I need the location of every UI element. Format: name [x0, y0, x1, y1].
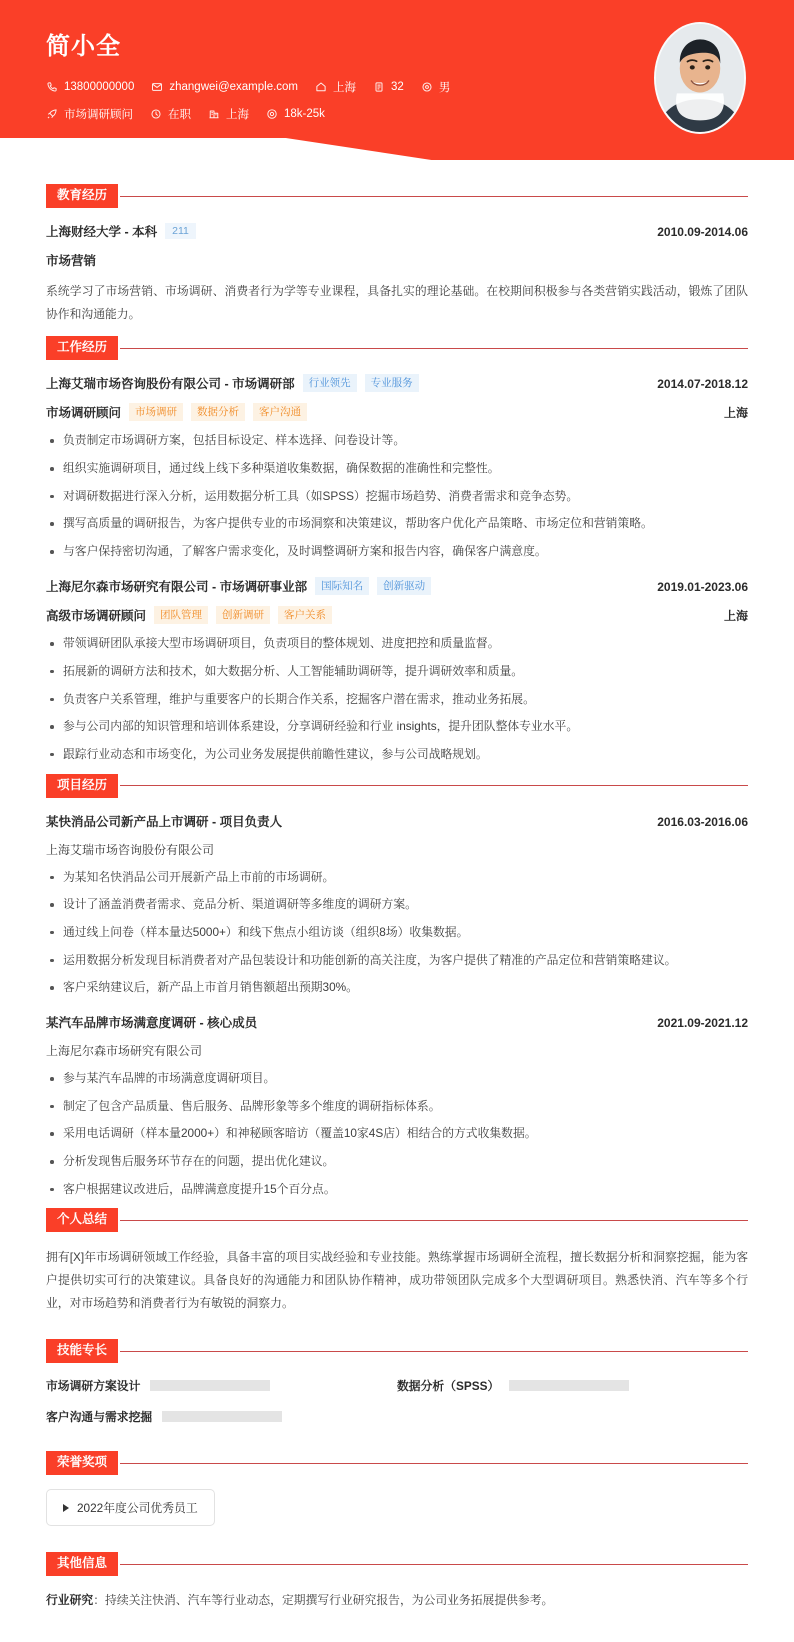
list-item: 与客户保持密切沟通，了解客户需求变化，及时调整调研方案和报告内容，确保客户满意度。 — [46, 543, 748, 561]
skill-item — [397, 1377, 748, 1394]
other-separator: ： — [93, 1593, 106, 1608]
section-header-work — [46, 336, 748, 360]
list-item: 运用数据分析发现目标消费者对产品包装设计和功能创新的高关注度，为客户提供了精准的产品定位和营销策略建议。 — [46, 952, 748, 970]
skill-label: 市场调研方案设计 — [46, 1379, 141, 1394]
rocket-icon — [46, 108, 58, 120]
section-divider — [120, 196, 748, 197]
contact-row-2 — [46, 106, 748, 122]
list-item: 客户根据建议改进后，品牌满意度提升15个百分点。 — [46, 1181, 748, 1199]
home-icon — [315, 81, 327, 93]
skill-progress-track — [162, 1411, 282, 1422]
work-entry-header — [46, 577, 748, 595]
project-entry — [46, 812, 748, 997]
work-company-tag: 行业领先 — [303, 374, 357, 392]
other-text: 持续关注快消、汽车等行业动态，定期撰写行业研究报告，为公司业务拓展提供参考。 — [105, 1593, 554, 1608]
list-item: 组织实施调研项目，通过线上线下多种渠道收集数据，确保数据的准确性和完整性。 — [46, 460, 748, 478]
contact-phone-text: 13800000000 — [64, 81, 135, 93]
work-date: 2019.01-2023.06 — [657, 579, 748, 594]
project-entry-left — [46, 812, 282, 830]
work-role-left — [46, 403, 307, 421]
age-icon — [373, 81, 385, 93]
list-item: 拓展新的调研方法和技术，如大数据分析、人工智能辅助调研等，提升调研效率和质量。 — [46, 663, 748, 681]
contact-salary — [266, 108, 325, 120]
honors-list — [46, 1489, 748, 1526]
education-entry — [46, 222, 748, 326]
project-date: 2016.03-2016.06 — [657, 814, 748, 829]
section-header-summary — [46, 1208, 748, 1232]
work-bullets — [46, 432, 748, 560]
work-role: 市场调研顾问 — [46, 406, 122, 421]
list-item: 撰写高质量的调研报告，为客户提供专业的市场洞察和决策建议，帮助客户优化产品策略、市场定位和营销策略。 — [46, 515, 748, 533]
work-entry — [46, 374, 748, 561]
work-location: 上海 — [723, 406, 748, 421]
section-summary — [46, 1208, 748, 1315]
section-divider — [120, 1220, 748, 1221]
skill-item — [46, 1377, 397, 1394]
gender-icon — [421, 81, 433, 93]
work-role-left — [46, 606, 332, 624]
list-item: 通过线上问卷（样本量达5000+）和线下焦点小组访谈（组织8场）收集数据。 — [46, 924, 748, 942]
page-title: 简小全 — [46, 33, 121, 60]
education-description: 系统学习了市场营销、市场调研、消费者行为学等专业课程，具备扎实的理论基础。在校期间积极参与各类营销实践活动，锻炼了团队协作和沟通能力。 — [46, 284, 748, 321]
work-company-tag: 创新驱动 — [377, 577, 431, 595]
list-item: 参与公司内部的知识管理和培训体系建设，分享调研经验和行业 insights，提升团队整体专业水平。 — [46, 718, 748, 736]
education-date: 2010.09-2014.06 — [657, 225, 748, 239]
work-role-tag: 团队管理 — [154, 606, 208, 624]
skills-list — [46, 1377, 748, 1425]
project-date: 2021.09-2021.12 — [657, 1016, 748, 1030]
section-header-education — [46, 184, 748, 208]
section-skills — [46, 1339, 748, 1425]
list-item: 负责制定市场调研方案，包括目标设定、样本选择、问卷设计等。 — [46, 432, 748, 450]
honor-label: 2022年度公司优秀员工 — [77, 1501, 198, 1516]
contact-gender-text: 男 — [438, 82, 451, 94]
section-divider — [120, 785, 748, 786]
section-header-other — [46, 1552, 748, 1576]
education-badge: 211 — [165, 223, 196, 239]
section-title-projects: 项目经历 — [46, 774, 118, 798]
list-item: 跟踪行业动态和市场变化，为公司业务发展提供前瞻性建议，参与公司战略规划。 — [46, 746, 748, 764]
project-company: 上海艾瑞市场咨询股份有限公司 — [46, 842, 215, 857]
contact-gender — [421, 79, 451, 95]
salary-icon — [266, 108, 278, 120]
skill-label: 数据分析（SPSS） — [397, 1379, 500, 1394]
summary-text: 拥有[X]年市场调研领域工作经验，具备丰富的项目实战经验和专业技能。熟练掌握市场调研全流程，擅长数据分析和洞察挖掘，能为客户提供切实可行的决策建议。具备良好的沟通能力和团队协作精神，成功带领团队完成多个大型调研项目。熟悉快消、汽车等多个行业，对市场趋势和消费者行为有敏锐的洞察力。 — [46, 1250, 748, 1311]
list-item: 设计了涵盖消费者需求、竞品分析、渠道调研等多维度的调研方案。 — [46, 896, 748, 914]
contact-age — [373, 81, 404, 93]
list-item: 为某知名快消品公司开展新产品上市前的市场调研。 — [46, 869, 748, 887]
list-item: 客户采纳建议后，新产品上市首月销售额超出预期30%。 — [46, 979, 748, 997]
phone-icon — [46, 81, 58, 93]
contact-phone — [46, 81, 134, 93]
contact-status — [150, 106, 191, 122]
contact-position — [46, 106, 133, 122]
contact-age-text: 32 — [391, 81, 404, 93]
list-item: 制定了包含产品质量、售后服务、品牌形象等多个维度的调研指标体系。 — [46, 1098, 748, 1116]
project-entry-header — [46, 812, 748, 830]
work-role: 高级市场调研顾问 — [46, 609, 147, 624]
section-work — [46, 336, 748, 764]
contact-hometown-text: 上海 — [333, 82, 357, 94]
project-entry-left — [46, 1013, 257, 1031]
work-role-row — [46, 403, 748, 421]
section-header-honors — [46, 1451, 748, 1475]
section-header-projects — [46, 774, 748, 798]
skill-label: 客户沟通与需求挖掘 — [46, 1410, 153, 1425]
section-divider — [120, 1564, 748, 1565]
section-divider — [120, 1463, 748, 1464]
work-bullets — [46, 635, 748, 763]
education-entry-header — [46, 222, 748, 240]
list-item: 参与某汽车品牌的市场满意度调研项目。 — [46, 1070, 748, 1088]
contact-city — [208, 106, 249, 122]
project-name: 某汽车品牌市场满意度调研 - 核心成员 — [46, 1016, 258, 1030]
work-role-row — [46, 606, 748, 624]
section-divider — [120, 1351, 748, 1352]
work-entry-header — [46, 374, 748, 392]
section-title-other: 其他信息 — [46, 1552, 118, 1576]
resume-body — [0, 160, 794, 1642]
list-item: 对调研数据进行深入分析，运用数据分析工具（如SPSS）挖掘市场趋势、消费者需求和竞争态势。 — [46, 488, 748, 506]
work-company: 上海艾瑞市场咨询股份有限公司 - 市场调研部 — [46, 377, 295, 392]
work-entry-left — [46, 374, 419, 392]
project-name: 某快消品公司新产品上市调研 - 项目负责人 — [46, 814, 283, 829]
other-item — [46, 1590, 748, 1611]
skill-progress-track — [509, 1380, 629, 1391]
education-major: 市场营销 — [46, 254, 97, 268]
section-header-skills — [46, 1339, 748, 1363]
skill-item — [46, 1408, 397, 1425]
section-title-education: 教育经历 — [46, 184, 118, 208]
resume-header — [0, 0, 794, 160]
list-item: 采用电话调研（样本量2000+）和神秘顾客暗访（覆盖10家4S店）相结合的方式收集数据。 — [46, 1125, 748, 1143]
work-entry — [46, 577, 748, 764]
list-item: 分析发现售后服务环节存在的问题，提出优化建议。 — [46, 1153, 748, 1171]
project-entry — [46, 1013, 748, 1198]
avatar-portrait — [656, 24, 744, 132]
section-title-summary: 个人总结 — [46, 1208, 118, 1232]
contact-position-text: 市场调研顾问 — [64, 109, 133, 121]
contact-row-1 — [46, 79, 748, 95]
work-date: 2014.07-2018.12 — [657, 377, 748, 392]
mail-icon — [151, 81, 163, 93]
work-location: 上海 — [723, 609, 748, 624]
section-education — [46, 184, 748, 326]
contact-status-text: 在职 — [168, 109, 191, 121]
work-role-tag: 客户沟通 — [253, 403, 307, 421]
contact-city-text: 上海 — [226, 109, 249, 121]
play-triangle-icon — [63, 1504, 69, 1512]
work-role-tag: 数据分析 — [191, 403, 245, 421]
work-role-tag: 市场调研 — [129, 403, 183, 421]
project-bullets — [46, 869, 748, 997]
work-role-tag: 创新调研 — [216, 606, 270, 624]
section-projects — [46, 774, 748, 1199]
section-other — [46, 1552, 748, 1611]
project-entry-header — [46, 1013, 748, 1031]
list-item: 负责客户关系管理，维护与重要客户的长期合作关系，挖掘客户潜在需求，推动业务拓展。 — [46, 691, 748, 709]
status-icon — [150, 108, 162, 120]
work-role-tag: 客户关系 — [278, 606, 332, 624]
contact-email-text: zhangwei@example.com — [169, 81, 299, 93]
section-title-skills: 技能专长 — [46, 1339, 118, 1363]
work-entry-left — [46, 577, 431, 595]
education-school: 上海财经大学 - 本科 — [46, 225, 158, 239]
work-company-tag: 国际知名 — [315, 577, 369, 595]
work-company: 上海尼尔森市场研究有限公司 - 市场调研事业部 — [46, 579, 308, 594]
education-entry-left — [46, 222, 196, 240]
section-divider — [120, 348, 748, 349]
contact-rows — [46, 79, 748, 122]
other-label: 行业研究 — [46, 1593, 94, 1608]
section-honors — [46, 1451, 748, 1526]
avatar — [654, 22, 746, 134]
project-company: 上海尼尔森市场研究有限公司 — [46, 1044, 203, 1058]
skill-progress-track — [150, 1380, 270, 1391]
city-icon — [208, 108, 220, 120]
contact-email — [151, 81, 298, 93]
section-title-work: 工作经历 — [46, 336, 118, 360]
section-title-honors: 荣誉奖项 — [46, 1451, 118, 1475]
honor-item[interactable] — [46, 1489, 215, 1526]
work-company-tag: 专业服务 — [365, 374, 419, 392]
list-item: 带领调研团队承接大型市场调研项目，负责项目的整体规划、进度把控和质量监督。 — [46, 635, 748, 653]
project-bullets — [46, 1070, 748, 1198]
contact-salary-text: 18k-25k — [284, 108, 325, 120]
contact-hometown — [315, 79, 356, 95]
